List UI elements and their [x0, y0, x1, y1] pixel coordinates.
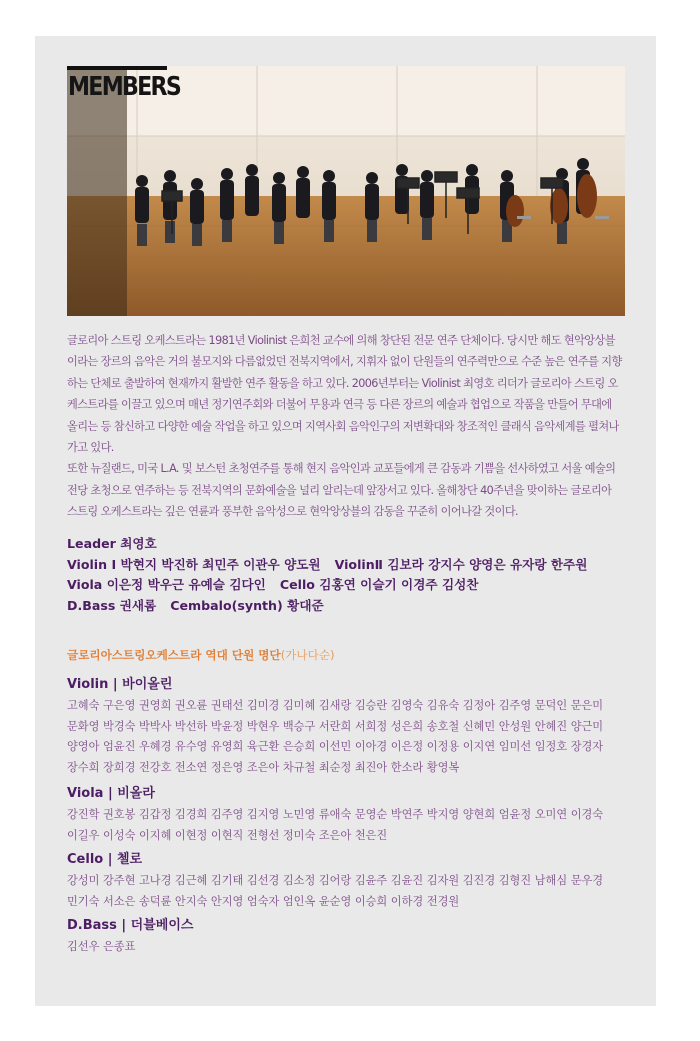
- intro-line: 또한 뉴질랜드, 미국 L.A. 및 보스턴 초청연주를 통해 현지 음악인과 교포들에게 큰 감동과 기쁨을 선사하였고 서울 예술의: [67, 462, 616, 476]
- current-lineup: [67, 534, 637, 616]
- intro-line: 올리는 등 참신하고 다양한 예술 작업을 하고 있으며 지역사회 음악인구의 저변확대와 창조적인 클래식 음악세계를 펼쳐나: [67, 419, 619, 433]
- orchestra-photo-illustration: [67, 66, 625, 316]
- name-line: 이길우 이성숙 이지혜 이현정 이현직 전형선 정미숙 조은아 천은진: [67, 828, 388, 842]
- history-title-note: (가나다순): [280, 648, 335, 662]
- lineup-viola-cello-row: [67, 575, 637, 596]
- lineup-violin1: Violin Ⅰ 박현지 박진하 최민주 이관우 양도원: [67, 556, 321, 572]
- history-violin-heading: Violin | 바이올린: [67, 677, 173, 692]
- history-violin-section: [67, 673, 637, 778]
- intro-line: 이라는 장르의 음악은 거의 불모지와 다름없었던 전북지역에서, 지휘자 없이 단원들의 연주력만으로 수준 높은 연주를 지향: [67, 355, 622, 369]
- lineup-viola: Viola 이은정 박우근 유예슬 김다인: [67, 577, 266, 592]
- history-title-text: 글로리아스트링오케스트라 역대 단원 명단: [67, 648, 281, 662]
- history-cello-section: [67, 848, 637, 912]
- history-bass-section: [67, 914, 637, 958]
- lineup-leader: Leader 최영호: [67, 536, 157, 551]
- name-line: 김선우 은종표: [67, 940, 136, 953]
- lineup-violin2: ViolinⅡ 김보라 강지수 양영은 유자랑 한주원: [334, 556, 588, 572]
- lineup-bass-cembalo-row: [67, 596, 637, 617]
- lineup-bass: D.Bass 권새롬: [67, 597, 157, 613]
- history-cello-names: [67, 871, 637, 912]
- intro-line: 글로리아 스트링 오케스트라는 1981년 Violinist 은희천 교수에 의해 창단된 전문 연주 단체이다. 당시만 해도 현악앙상블: [67, 334, 615, 347]
- content-panel: [35, 36, 656, 1006]
- history-viola-section: [67, 782, 637, 846]
- history-title: [67, 647, 335, 663]
- lineup-cembalo: Cembalo(synth) 황대준: [170, 597, 324, 613]
- lineup-cello: Cello 김홍연 이슬기 이경주 김성찬: [279, 577, 479, 592]
- orchestra-photo: [67, 66, 625, 316]
- history-bass-names: [67, 937, 637, 958]
- name-line: 강진학 권호봉 김갑정 김경희 김주영 김지영 노민영 류애숙 문영순 박연주 박지영 양현희 엄윤정 오미연 이경숙: [67, 808, 604, 821]
- intro-line: 가고 있다.: [67, 441, 114, 455]
- history-cello-heading: Cello | 첼로: [67, 852, 143, 867]
- lineup-violin-row: [67, 555, 637, 576]
- intro-line: 전당 초청으로 연주하는 등 전북지역의 문화예술을 널리 알리는데 앞장서고 있다. 올해창단 40주년을 맞이하는 글로리아: [67, 483, 612, 497]
- page-title: MEMBERS: [68, 72, 181, 102]
- name-line: 양영아 엄윤진 우혜경 유수영 유영희 육근환 은승희 이선민 이아경 이은정 이정용 이지연 임미선 임정호 장경자: [67, 740, 604, 754]
- history-viola-names: [67, 805, 637, 846]
- history-violin-names: [67, 696, 637, 778]
- intro-line: 하는 단체로 출발하여 현재까지 활발한 연주 활동을 하고 있다. 2006년부터는 Violinist 최영호 리더가 글로리아 스트링 오: [67, 376, 618, 390]
- name-line: 고혜숙 구은영 권영희 권오륜 권태선 김미경 김미혜 김새랑 김승란 김영숙 김유숙 김정아 김주영 문덕인 문은미: [67, 699, 604, 712]
- name-line: 장수희 장희경 전강호 전소연 정은영 조은아 차규철 최순정 최진아 한소라 황영복: [67, 760, 460, 774]
- intro-line: 스트링 오케스트라는 깊은 연륜과 풍부한 음악성으로 현악앙상블의 감동을 꾸준히 이어나갈 것이다.: [67, 505, 519, 519]
- intro-paragraph: [67, 330, 627, 523]
- history-viola-heading: Viola | 비올라: [67, 786, 155, 801]
- name-line: 강성미 강주현 고나경 김근혜 김기태 김선경 김소정 김어랑 김윤주 김윤진 김자원 김진경 김형진 남해심 문우경: [67, 874, 604, 887]
- title-rule: [67, 66, 167, 70]
- history-bass-heading: D.Bass | 더블베이스: [67, 918, 194, 933]
- name-line: 문화영 박경숙 박박사 박선하 박윤정 박현우 백승구 서란희 서희정 성은희 송호철 신혜민 안성원 안혜진 양근미: [67, 719, 604, 733]
- name-line: 민기숙 서소은 송덕륜 안지숙 안지영 엄숙자 엄인옥 윤순영 이승희 이하경 전경원: [67, 894, 460, 908]
- intro-line: 케스트라를 이끌고 있으며 매년 정기연주회와 더불어 무용과 연극 등 다른 장르의 예술과 협업으로 작품을 만들어 무대에: [67, 398, 612, 412]
